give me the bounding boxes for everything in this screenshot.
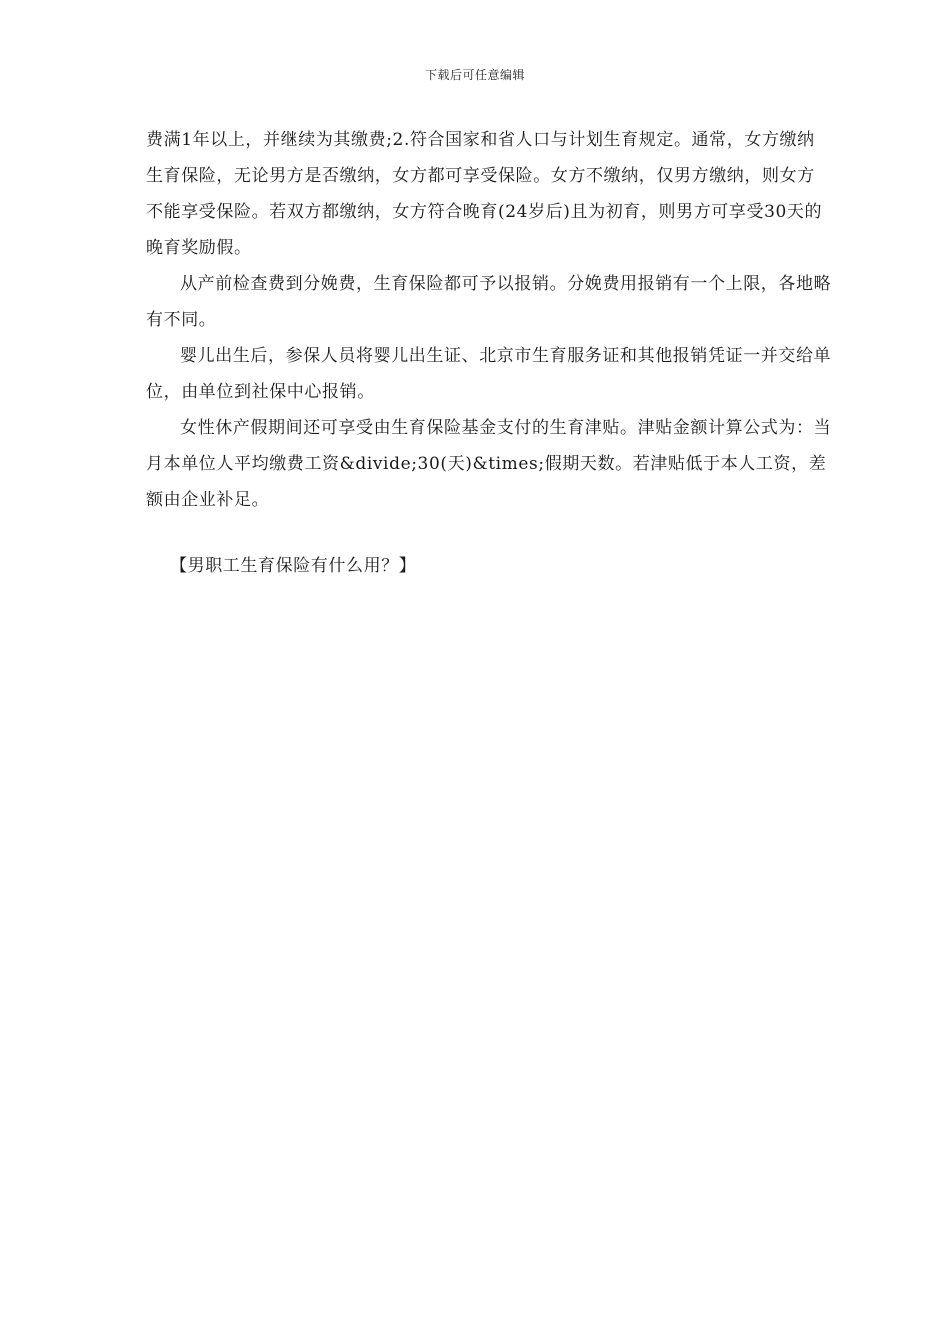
page-header-note: 下载后可任意编辑 [424, 68, 525, 82]
paragraph-reimbursement: 从产前检查费到分娩费，生育保险都可予以报销。分娩费用报销有一个上限，各地略有不同。 [146, 274, 832, 330]
paragraph-continuation: 费满1年以上，并继续为其缴费;2.符合国家和省人口与计划生育规定。通常，女方缴纳生育保险，无论男方是否缴纳，女方都可享受保险。女方不缴纳，仅男方缴纳，则女方不能享受保险。若双方都缴纳，女方符合晚育(24岁后)且为初育，则男方可享受30天的晚育奖励假。 [146, 130, 823, 258]
paragraph-after-birth: 婴儿出生后，参保人员将婴儿出生证、北京市生育服务证和其他报销凭证一并交给单位，由单位到社保中心报销。 [146, 346, 832, 402]
paragraph-allowance: 女性休产假期间还可享受由生育保险基金支付的生育津贴。津贴金额计算公式为：当月本单位人平均缴费工资&divide;30(天)&times;假期天数。若津贴低于本人工资，差额由企业补足。 [146, 418, 832, 510]
document-body [146, 122, 832, 584]
section-title: 【男职工生育保险有什么用？】 [170, 556, 417, 576]
